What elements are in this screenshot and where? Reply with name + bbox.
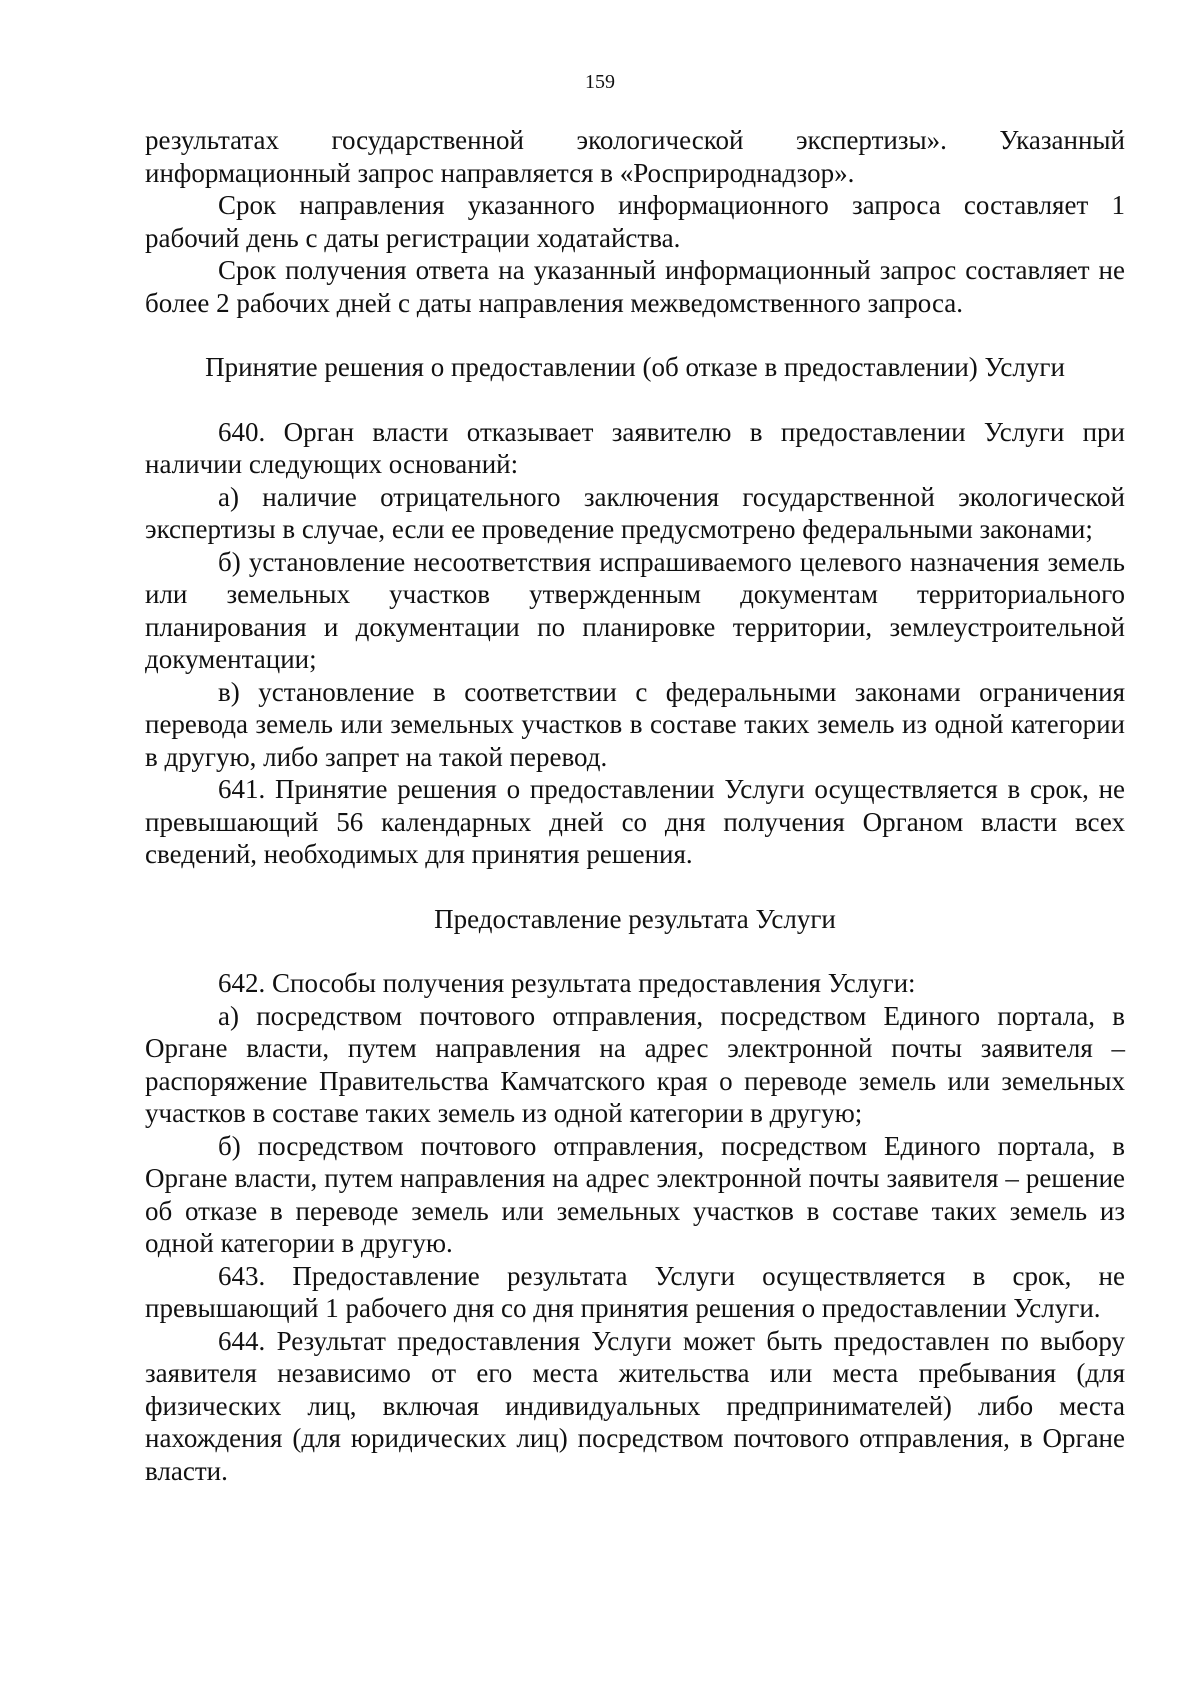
paragraph: 644. Результат предоставления Услуги может быть предоставлен по выбору заявителя независимо от его места жительства или места пребывания (для физических лиц, включая индивидуальных предпринимателей) либо места нахождения (для юридических лиц) посредством почтового отправления, в Органе власти. <box>145 1325 1125 1486</box>
document-body <box>145 124 1125 1487</box>
paragraph: а) посредством почтового отправления, посредством Единого портала, в Органе власти, путем направления на адрес электронной почты заявителя – распоряжение Правительства Камчатского края о переводе земель или земельных участков в составе таких земель из одной категории в другую; <box>145 1000 1125 1128</box>
paragraph: 642. Способы получения результата предоставления Услуги: <box>218 968 916 998</box>
paragraph: Срок получения ответа на указанный информационный запрос составляет не более 2 рабочих дней с даты направления межведомственного запроса. <box>145 255 1125 318</box>
page-number: 159 <box>585 71 615 93</box>
paragraph: Срок направления указанного информационного запроса составляет 1 рабочий день с даты регистрации ходатайства. <box>145 190 1125 253</box>
paragraph: 640. Орган власти отказывает заявителю в предоставлении Услуги при наличии следующих оснований: <box>145 416 1125 479</box>
section-heading: Предоставление результата Услуги <box>434 903 836 934</box>
paragraph: 641. Принятие решения о предоставлении Услуги осуществляется в срок, не превышающий 56 календарных дней со дня получения Органом власти всех сведений, необходимых для принятия решения. <box>145 774 1125 869</box>
paragraph: б) установление несоответствия испрашиваемого целевого назначения земель или земельных участков утвержденным документам территориального планирования и документации по планировке территории, землеустроительной документации; <box>145 546 1125 674</box>
paragraph: 643. Предоставление результата Услуги осуществляется в срок, не превышающий 1 рабочего дня со дня принятия решения о предоставлении Услуги. <box>145 1260 1125 1323</box>
paragraph: б) посредством почтового отправления, посредством Единого портала, в Органе власти, путем направления на адрес электронной почты заявителя – решение об отказе в переводе земель или земельных участков в составе таких земель из одной категории в другую. <box>145 1130 1125 1258</box>
paragraph: а) наличие отрицательного заключения государственной экологической экспертизы в случае, если ее проведение предусмотрено федеральными законами; <box>145 481 1125 544</box>
section-heading: Принятие решения о предоставлении (об отказе в предоставлении) Услуги <box>205 352 1065 382</box>
paragraph: результатах государственной экологической экспертизы». Указанный информационный запрос направляется в «Росприроднадзор». <box>145 125 1125 188</box>
paragraph: в) установление в соответствии с федеральными законами ограничения перевода земель или земельных участков в составе таких земель из одной категории в другую, либо запрет на такой перевод. <box>145 676 1125 772</box>
